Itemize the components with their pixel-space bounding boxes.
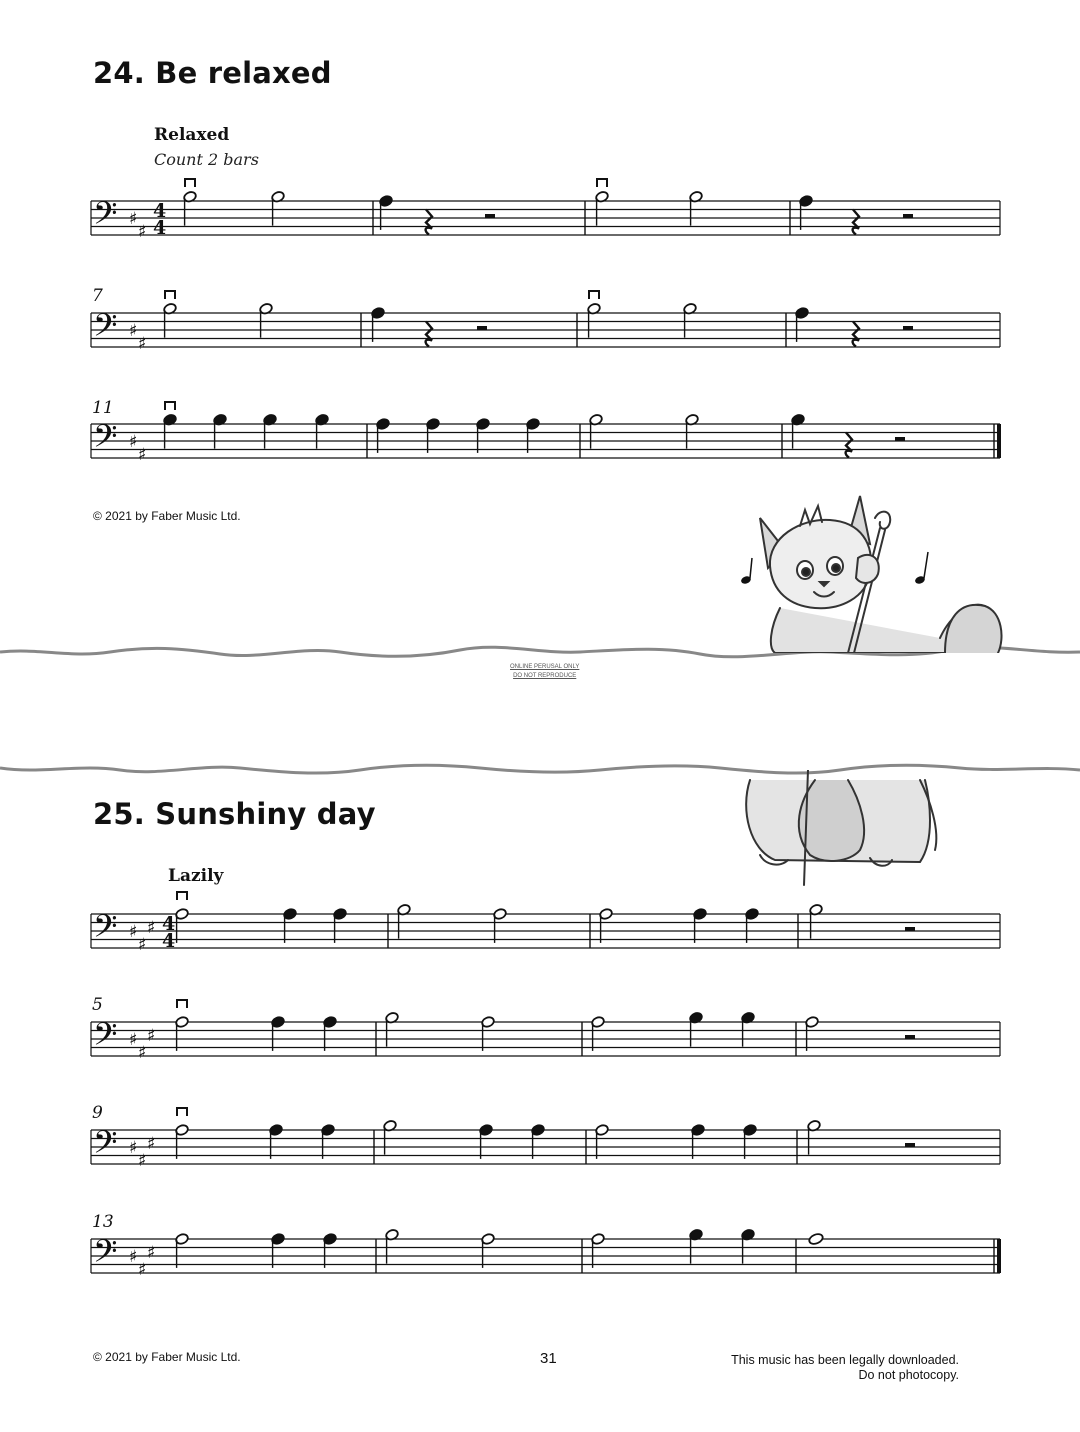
- measure-number-5: 5: [92, 995, 103, 1015]
- half-rest: [903, 326, 913, 330]
- key-sharp-icon: ♯: [138, 1042, 147, 1063]
- quarter-rest: [853, 322, 859, 347]
- down-bow-icon: [589, 291, 599, 299]
- down-bow-icon: [177, 892, 187, 900]
- notice-line-1: This music has been legally downloaded.: [731, 1353, 959, 1367]
- quarter-rest: [426, 210, 432, 235]
- half-rest: [903, 214, 913, 218]
- down-bow-icon: [165, 291, 175, 299]
- download-notice: [731, 1353, 959, 1383]
- key-sharp-icon: ♯: [147, 1242, 156, 1263]
- quarter-rest: [426, 322, 432, 347]
- bass-clef-icon: 𝄢: [93, 417, 118, 462]
- key-sharp-icon: ♯: [138, 1150, 147, 1171]
- bass-clef-icon: 𝄢: [93, 1123, 118, 1168]
- bass-clef-icon: 𝄢: [93, 1015, 118, 1060]
- down-bow-icon: [177, 1000, 187, 1008]
- measure-number-9: 9: [92, 1103, 103, 1123]
- time-signature-top: 4: [162, 913, 176, 935]
- down-bow-icon: [597, 179, 607, 187]
- floating-note-right-icon: [914, 552, 928, 585]
- measure-number-11: 11: [92, 398, 114, 418]
- bass-clef-icon: 𝄢: [93, 194, 118, 239]
- half-rest: [905, 1035, 915, 1039]
- key-sharp-icon: ♯: [138, 1259, 147, 1280]
- key-sharp-icon: ♯: [147, 1025, 156, 1046]
- key-sharp-icon: ♯: [138, 444, 147, 465]
- tempo-marking-25: Lazily: [168, 866, 224, 886]
- notice-line-2: Do not photocopy.: [858, 1368, 959, 1382]
- key-sharp-icon: ♯: [129, 1138, 138, 1158]
- key-sharp-icon: ♯: [138, 221, 147, 242]
- half-rest: [905, 927, 915, 931]
- piece-title-25: 25. Sunshiny day: [93, 797, 376, 831]
- watermark-line-2: DO NOT REPRODUCE: [513, 673, 577, 679]
- half-rest: [477, 326, 487, 330]
- key-sharp-icon: ♯: [147, 1133, 156, 1154]
- count-instruction: Count 2 bars: [154, 150, 259, 169]
- half-rest: [905, 1143, 915, 1147]
- watermark-line-1: ONLINE PERUSAL ONLY: [510, 664, 580, 670]
- down-bow-icon: [177, 1108, 187, 1116]
- cat-cello-illustration: [730, 488, 1010, 653]
- cat-cello-illustration-lower: [730, 770, 1010, 890]
- bass-clef-icon: 𝄢: [93, 907, 118, 952]
- floating-note-left-icon: [740, 558, 752, 585]
- key-sharp-icon: ♯: [129, 209, 138, 229]
- half-rest: [895, 437, 905, 441]
- half-rest: [485, 214, 495, 218]
- final-barline-thick: [997, 1239, 1001, 1273]
- measure-number-13: 13: [92, 1212, 114, 1232]
- torn-paper-band: [0, 640, 1080, 780]
- key-sharp-icon: ♯: [129, 1030, 138, 1050]
- key-sharp-icon: ♯: [129, 432, 138, 452]
- piece-title-24: 24. Be relaxed: [93, 56, 332, 90]
- key-sharp-icon: ♯: [129, 1247, 138, 1267]
- bass-clef-icon: 𝄢: [93, 1232, 118, 1277]
- whole-note: [808, 1232, 824, 1245]
- key-sharp-icon: ♯: [147, 917, 156, 938]
- down-bow-icon: [165, 402, 175, 410]
- key-sharp-icon: ♯: [138, 934, 147, 955]
- key-sharp-icon: ♯: [129, 922, 138, 942]
- tempo-marking-24: Relaxed: [154, 125, 230, 145]
- time-signature-top: 4: [153, 200, 167, 222]
- key-sharp-icon: ♯: [129, 321, 138, 341]
- time-signature-bottom: 4: [162, 930, 176, 952]
- page-number: 31: [540, 1350, 557, 1367]
- copyright-25: © 2021 by Faber Music Ltd.: [93, 1350, 241, 1364]
- key-sharp-icon: ♯: [138, 333, 147, 354]
- bass-clef-icon: 𝄢: [93, 306, 118, 351]
- final-barline-thick: [997, 424, 1001, 458]
- measure-number-7: 7: [92, 286, 103, 306]
- quarter-rest: [846, 433, 852, 458]
- quarter-rest: [853, 210, 859, 235]
- copyright-24: © 2021 by Faber Music Ltd.: [93, 509, 241, 523]
- perusal-watermark: [510, 663, 579, 681]
- time-signature-bottom: 4: [153, 217, 167, 239]
- down-bow-icon: [185, 179, 195, 187]
